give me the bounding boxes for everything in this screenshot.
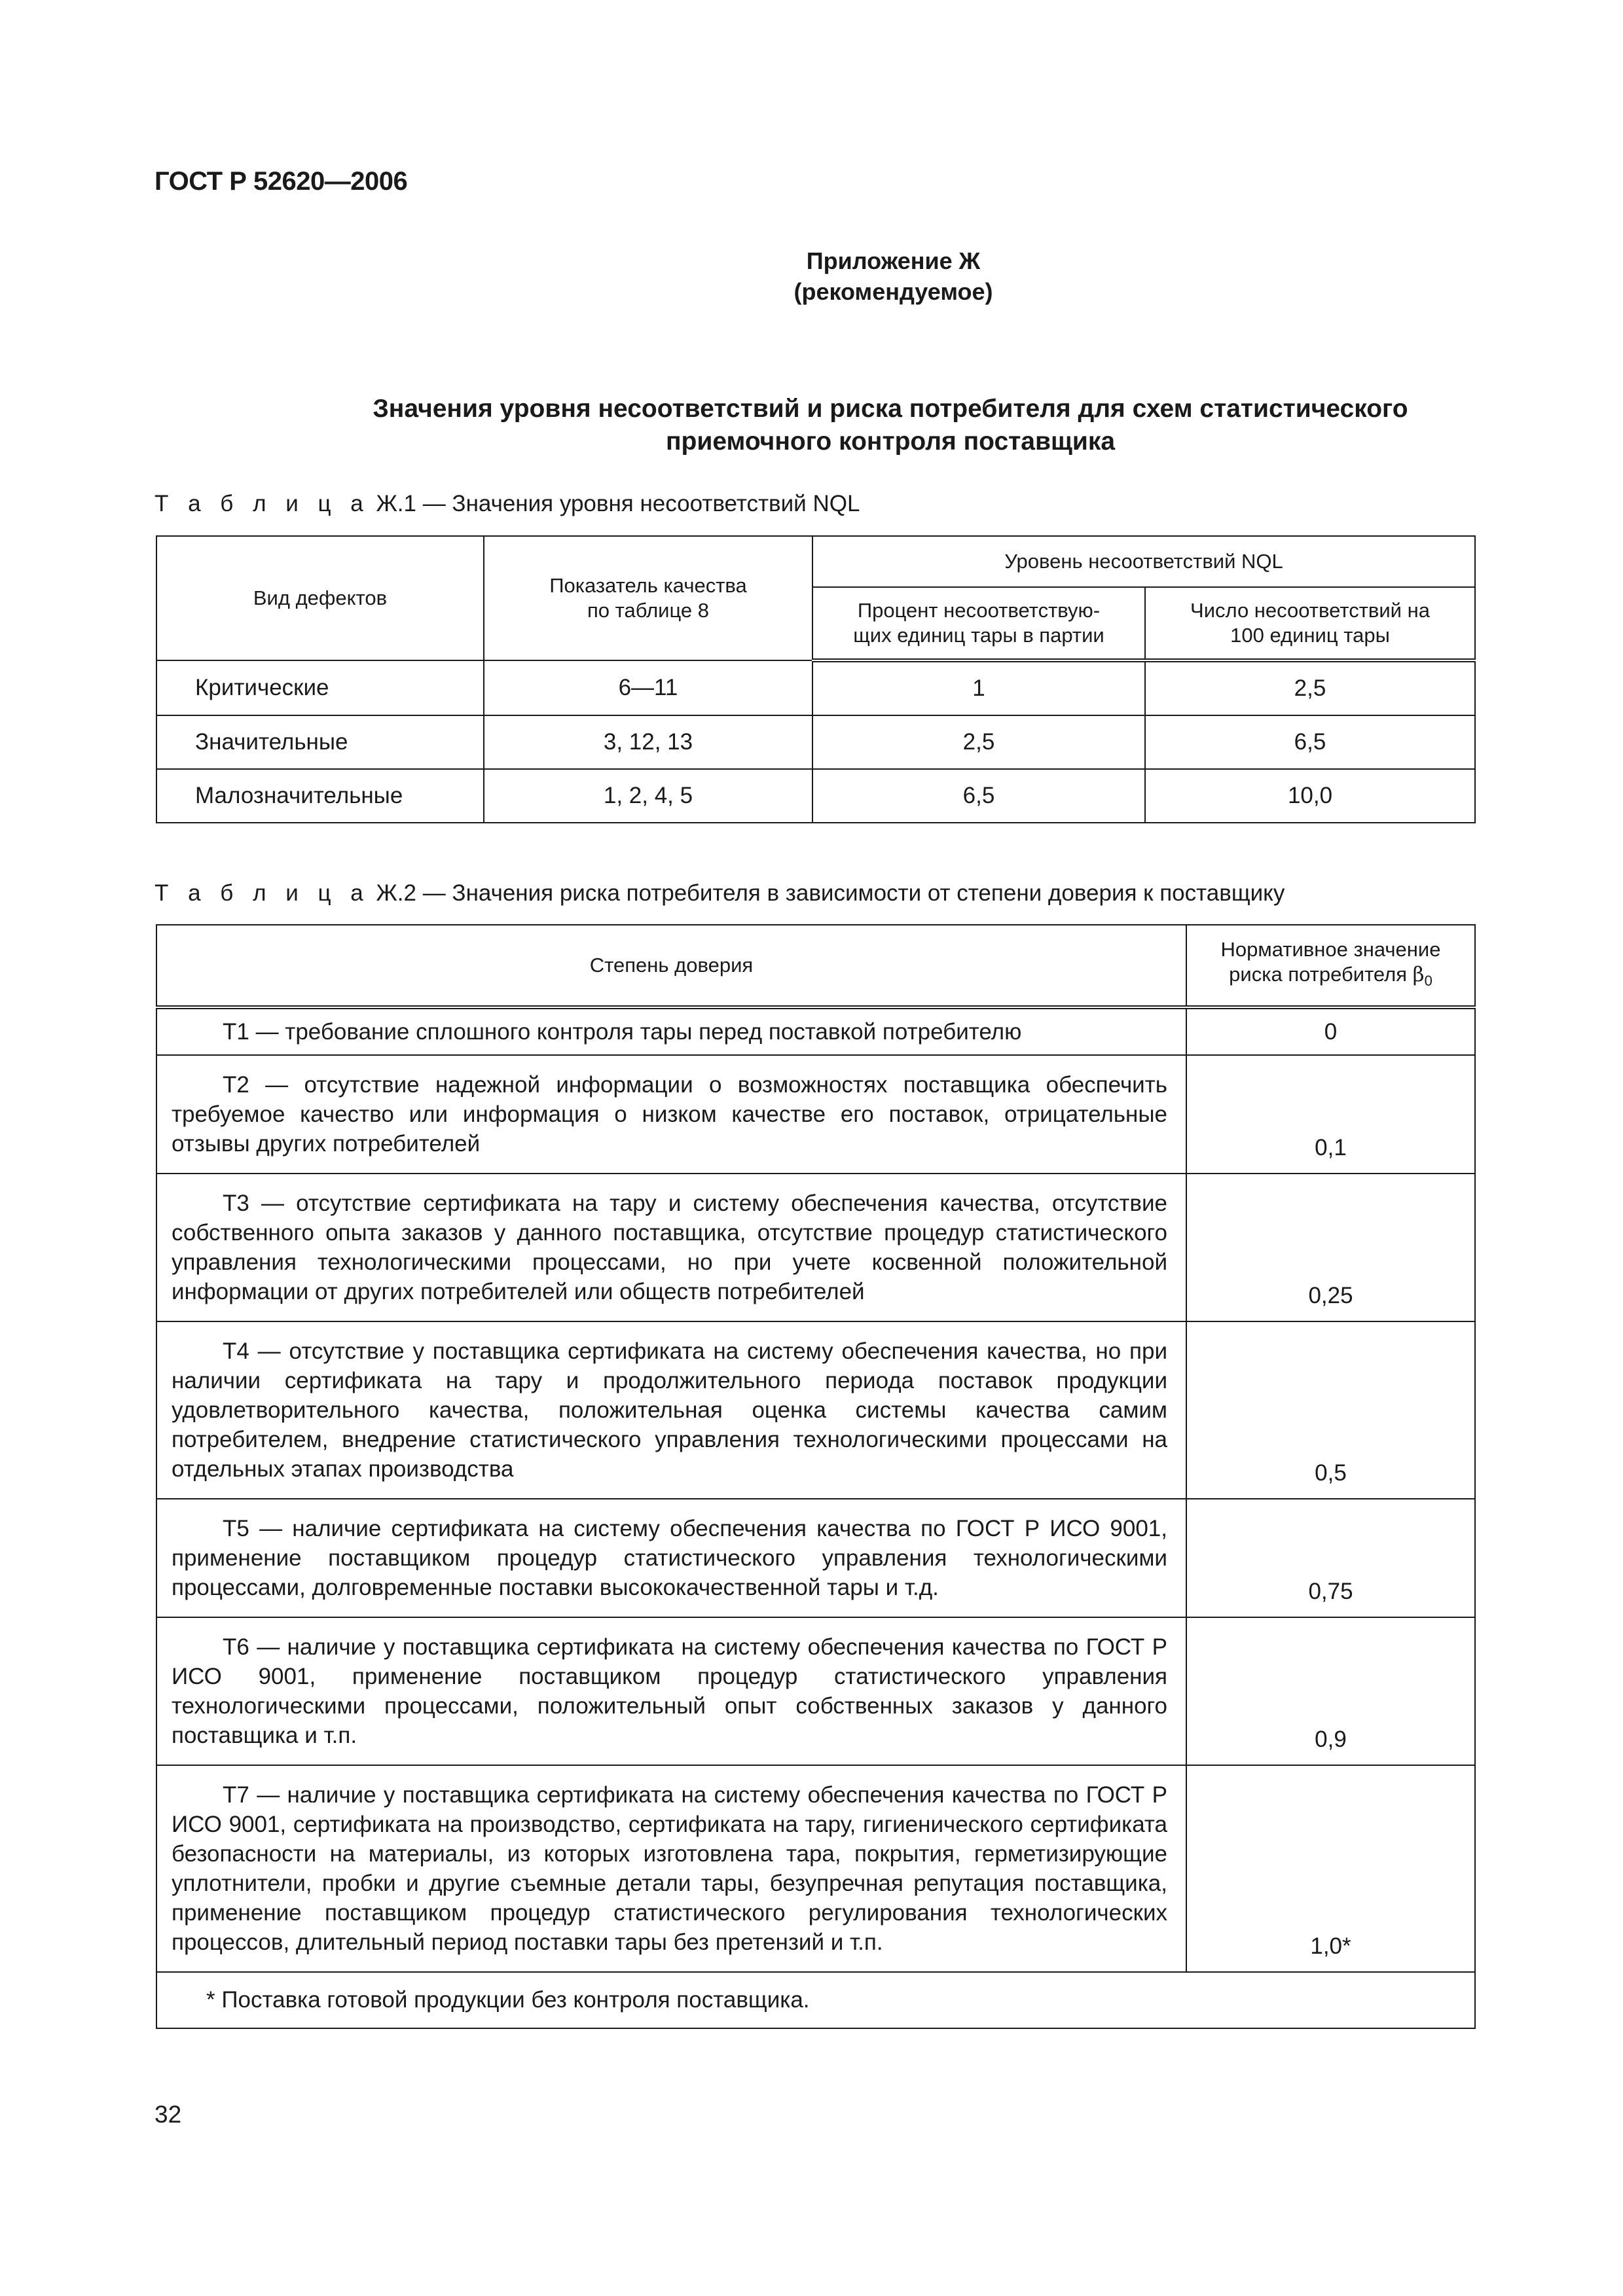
table-row bbox=[156, 1174, 1475, 1321]
t2-cell-trust-text: Т2 — отсутствие надежной информации о возможностях поставщика обеспечить требуемое качество или информация о низком качестве его поставок, отрицательные отзывы других потребителей bbox=[172, 1072, 1167, 1157]
table2-caption-text: Ж.2 — Значения риска потребителя в зависимости от степени доверия к поставщику bbox=[376, 880, 1285, 906]
appendix-heading bbox=[0, 245, 1623, 307]
appendix-status: (рекомендуемое) bbox=[793, 278, 993, 305]
t1-cell-defect: Малозначительные bbox=[156, 769, 484, 823]
t1-cell-indicator: 3, 12, 13 bbox=[484, 715, 812, 769]
t1-header-per100-l2: 100 единиц тары bbox=[1230, 624, 1390, 647]
t2-cell-trust-text: Т5 — наличие сертификата на систему обеспечения качества по ГОСТ Р ИСО 9001, применение поставщиком процедур статистического управления технологическими процессами, долговременные поставки высококачественной тары и т.д. bbox=[172, 1516, 1167, 1600]
t2-cell-value: 0 bbox=[1186, 1007, 1475, 1055]
t1-cell-per100: 10,0 bbox=[1145, 769, 1475, 823]
t2-cell-trust bbox=[156, 1055, 1186, 1174]
t2-header-risk-l2-text: риска потребителя bbox=[1229, 962, 1408, 986]
t2-cell-trust bbox=[156, 1499, 1186, 1617]
t2-cell-trust bbox=[156, 1617, 1186, 1765]
t2-cell-trust bbox=[156, 1007, 1186, 1055]
t2-cell-trust bbox=[156, 1765, 1186, 1972]
t1-header-quality-indicator-l1: Показатель качества bbox=[549, 574, 747, 597]
t1-header-per100-l1: Число несоответствий на bbox=[1190, 599, 1430, 622]
table-row bbox=[156, 715, 1475, 769]
table-row bbox=[156, 1055, 1475, 1174]
table1-caption-text: Ж.1 — Значения уровня несоответствий NQL bbox=[376, 491, 860, 516]
table2-caption-prefix: Т а б л и ц а bbox=[155, 880, 370, 906]
t1-header-percent-l1: Процент несоответствую- bbox=[857, 599, 1101, 622]
table-row bbox=[156, 769, 1475, 823]
t2-cell-trust-text: Т7 — наличие у поставщика сертификата на систему обеспечения качества по ГОСТ Р ИСО 9001, сертификата на производство, сертификата на тару, гигиенического сертификата безопасности на материалы, из которых изготовлена тара, покрытия, герметизирующие уплотнители, пробки и другие съемные детали тары, безупречная репутация поставщика, применение поставщиком процедур статистического регулирования технологических процессов, длительный период поставки тары без претензий и т.п. bbox=[172, 1782, 1167, 1955]
t2-cell-value: 0,25 bbox=[1186, 1174, 1475, 1321]
t2-header-risk-l1: Нормативное значение bbox=[1220, 937, 1441, 961]
table-row bbox=[156, 1007, 1475, 1055]
t2-cell-trust bbox=[156, 1321, 1186, 1499]
table2-footnote: * Поставка готовой продукции без контроля поставщика. bbox=[156, 1972, 1475, 2028]
t2-header-trust-level: Степень доверия bbox=[156, 925, 1186, 1007]
t2-cell-trust-text: Т6 — наличие у поставщика сертификата на систему обеспечения качества по ГОСТ Р ИСО 9001, применение поставщиком процедур статистического управления технологическими процессами, положительный опыт собственных заказов у данного поставщика и т.п. bbox=[172, 1634, 1167, 1748]
page-number: 32 bbox=[155, 2101, 182, 2128]
table1-caption-prefix: Т а б л и ц а bbox=[155, 491, 370, 516]
t2-cell-trust-text: Т1 — требование сплошного контроля тары перед поставкой потребителю bbox=[223, 1019, 1022, 1045]
t1-header-nql: Уровень несоответствий NQL bbox=[812, 536, 1475, 587]
t2-cell-value: 0,1 bbox=[1186, 1055, 1475, 1174]
t1-cell-percent: 2,5 bbox=[812, 715, 1145, 769]
table-row bbox=[156, 1617, 1475, 1765]
t2-cell-trust-text: Т4 — отсутствие у поставщика сертификата на систему обеспечения качества, но при наличии сертификата на тару и продолжительного периода поставок продукции удовлетворительного качества, положительная оценка системы качества самим потребителем, внедрение статистического управления технологическими процессами на отдельных этапах производства bbox=[172, 1338, 1167, 1482]
table1-nql bbox=[156, 535, 1476, 823]
table-row bbox=[156, 1765, 1475, 1972]
t2-cell-value: 0,5 bbox=[1186, 1321, 1475, 1499]
t1-header-percent bbox=[812, 587, 1145, 660]
t1-header-percent-l2: щих единиц тары в партии bbox=[853, 624, 1104, 647]
t2-cell-value: 0,75 bbox=[1186, 1499, 1475, 1617]
table-row bbox=[156, 1499, 1475, 1617]
t1-header-quality-indicator-l2: по таблице 8 bbox=[587, 599, 709, 622]
t2-header-risk bbox=[1186, 925, 1475, 1007]
t2-header-risk-l2 bbox=[1187, 962, 1474, 994]
t1-header-per100 bbox=[1145, 587, 1475, 660]
main-title bbox=[155, 393, 1476, 458]
main-title-line2: приемочного контроля поставщика bbox=[665, 427, 1116, 456]
t2-cell-trust bbox=[156, 1174, 1186, 1321]
t1-cell-defect: Значительные bbox=[156, 715, 484, 769]
t1-header-quality-indicator bbox=[484, 536, 812, 660]
main-title-line1: Значения уровня несоответствий и риска потребителя для схем статистического bbox=[373, 395, 1408, 423]
table-row bbox=[156, 1321, 1475, 1499]
beta-symbol: β bbox=[1412, 962, 1425, 986]
t2-cell-value: 1,0* bbox=[1186, 1765, 1475, 1972]
table1-caption bbox=[155, 491, 860, 517]
table2-caption bbox=[155, 880, 1285, 906]
table2-consumer-risk bbox=[156, 924, 1476, 2029]
t1-cell-indicator: 1, 2, 4, 5 bbox=[484, 769, 812, 823]
table-row bbox=[156, 660, 1475, 715]
t2-cell-trust-text: Т3 — отсутствие сертификата на тару и систему обеспечения качества, отсутствие собственного опыта заказов у данного поставщика, отсутствие процедур статистического управления технологическими процессами, но при учете косвенной положительной информации от других потребителей или обществ потребителей bbox=[172, 1191, 1167, 1304]
t1-header-defect-type: Вид дефектов bbox=[156, 536, 484, 660]
t1-cell-indicator: 6—11 bbox=[484, 660, 812, 715]
t1-cell-percent: 6,5 bbox=[812, 769, 1145, 823]
document-code: ГОСТ Р 52620—2006 bbox=[155, 167, 408, 196]
t1-cell-per100: 2,5 bbox=[1145, 660, 1475, 715]
t1-cell-percent: 1 bbox=[812, 660, 1145, 715]
t1-cell-per100: 6,5 bbox=[1145, 715, 1475, 769]
t2-cell-value: 0,9 bbox=[1186, 1617, 1475, 1765]
appendix-title: Приложение Ж bbox=[806, 247, 981, 274]
beta-subscript: 0 bbox=[1424, 973, 1432, 990]
t1-cell-defect: Критические bbox=[156, 660, 484, 715]
